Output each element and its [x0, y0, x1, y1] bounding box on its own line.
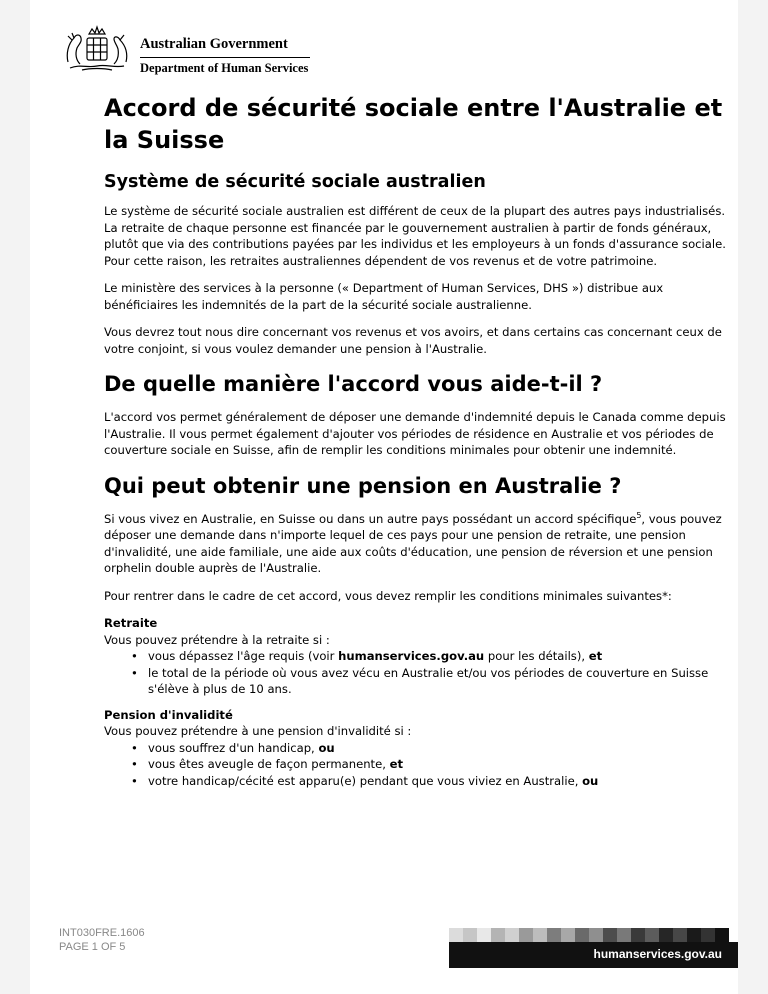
section-heading-agreement-help: De quelle manière l'accord vous aide-t-il ?: [104, 372, 603, 396]
banner-cell: [617, 928, 631, 942]
banner-cell: [463, 928, 477, 942]
list-item: • le total de la période où vous avez vécu en Australie et/ou vos périodes de couverture en Suisse s'élève à plus de 10 ans.: [104, 665, 729, 698]
paragraph: Le système de sécurité sociale australien est différent de ceux de la plupart des autres pays industrialisés. La retraite de chaque personne est financée par le gouvernement australien à partir de fonds généraux, plutôt que via des contributions payées par les individus et les employeurs à un fonds d'assurance sociale. Pour cette raison, les retraites australiennes dépendent de vos revenus et de votre patrimoine.: [104, 204, 726, 268]
government-logo: [62, 24, 322, 76]
list-intro: Vous pouvez prétendre à une pension d'invalidité si :: [104, 724, 412, 738]
paragraph: Vous devrez tout nous dire concernant vos revenus et vos avoirs, et dans certains cas concernant ceux de votre conjoint, si vous voulez demander une pension à l'Australie.: [104, 325, 722, 356]
banner-cell: [449, 928, 463, 942]
banner-pattern: [449, 928, 729, 942]
section-heading-social-security: Système de sécurité sociale australien: [104, 172, 486, 192]
paragraph: L'accord vos permet généralement de déposer une demande d'indemnité depuis le Canada comme depuis l'Australie. Il vous permet également d'ajouter vos périodes de résidence en Australie et vos périodes de couverture sociale en Suisse, afin de remplir les conditions minimales pour obtenir une indemnité.: [104, 410, 726, 457]
section-heading-who-can-get-pension: Qui peut obtenir une pension en Australie ?: [104, 473, 622, 498]
document-body: [104, 92, 729, 798]
banner-cell: [659, 928, 673, 942]
banner-cell: [547, 928, 561, 942]
banner-cell: [519, 928, 533, 942]
banner-cell: [575, 928, 589, 942]
banner-cell: [491, 928, 505, 942]
page-number: PAGE 1 OF 5: [59, 941, 126, 953]
document-title: Accord de sécurité sociale entre l'Australie et la Suisse: [104, 94, 723, 154]
banner-cell: [673, 928, 687, 942]
banner-cell: [505, 928, 519, 942]
banner-cell: [603, 928, 617, 942]
banner-cell: [645, 928, 659, 942]
document-page: [30, 0, 738, 994]
banner-cell: [631, 928, 645, 942]
document-code: [59, 926, 145, 954]
banner-cell: [533, 928, 547, 942]
list-item: • vous êtes aveugle de façon permanente, et: [104, 756, 729, 773]
list-item: • vous dépassez l'âge requis (voir humanservices.gov.au pour les détails), et: [104, 648, 729, 665]
banner-cell: [561, 928, 575, 942]
invalidite-conditions-list: [104, 740, 729, 790]
banner-cell: [715, 928, 729, 942]
list-item: • votre handicap/cécité est apparu(e) pendant que vous viviez en Australie, ou: [104, 773, 729, 790]
form-code: INT030FRE.1606: [59, 927, 145, 939]
banner-cell: [477, 928, 491, 942]
paragraph: Pour rentrer dans le cadre de cet accord, vous devez remplir les conditions minimales suivantes*:: [104, 588, 672, 603]
logo-divider: [140, 57, 310, 58]
text: Si vous vivez en Australie, en Suisse ou dans un autre pays possédant un accord spécifique: [104, 511, 637, 526]
government-name: Australian Government: [140, 36, 288, 52]
footer-website: humanservices.gov.au: [593, 947, 722, 961]
subheading-invalidite: Pension d'invalidité: [104, 707, 233, 722]
footer-banner: [449, 928, 738, 968]
text: , vous pouvez déposer une demande dans n'importe lequel de ces pays pour une pension de retraite, une pension d'invalidité, une aide familiale, une aide aux coûts d'éducation, une pension de réversion et une pension orphelin double auprès de l'Australie.: [104, 511, 722, 575]
retraite-conditions-list: [104, 648, 729, 698]
department-name: Department of Human Services: [140, 61, 309, 75]
list-intro: Vous pouvez prétendre à la retraite si :: [104, 632, 330, 647]
website-reference: humanservices.gov.au: [338, 649, 485, 663]
paragraph: [104, 511, 729, 577]
paragraph: Le ministère des services à la personne (« Department of Human Services, DHS ») distribue aux bénéficiaires les indemnités de la part de la sécurité sociale australienne.: [104, 281, 664, 312]
footnote-marker: 5: [636, 510, 642, 520]
coat-of-arms-icon: [62, 24, 132, 74]
list-item: • vous souffrez d'un handicap, ou: [104, 740, 729, 757]
subheading-retraite: Retraite: [104, 616, 158, 630]
banner-cell: [701, 928, 715, 942]
banner-cell: [589, 928, 603, 942]
banner-cell: [687, 928, 701, 942]
